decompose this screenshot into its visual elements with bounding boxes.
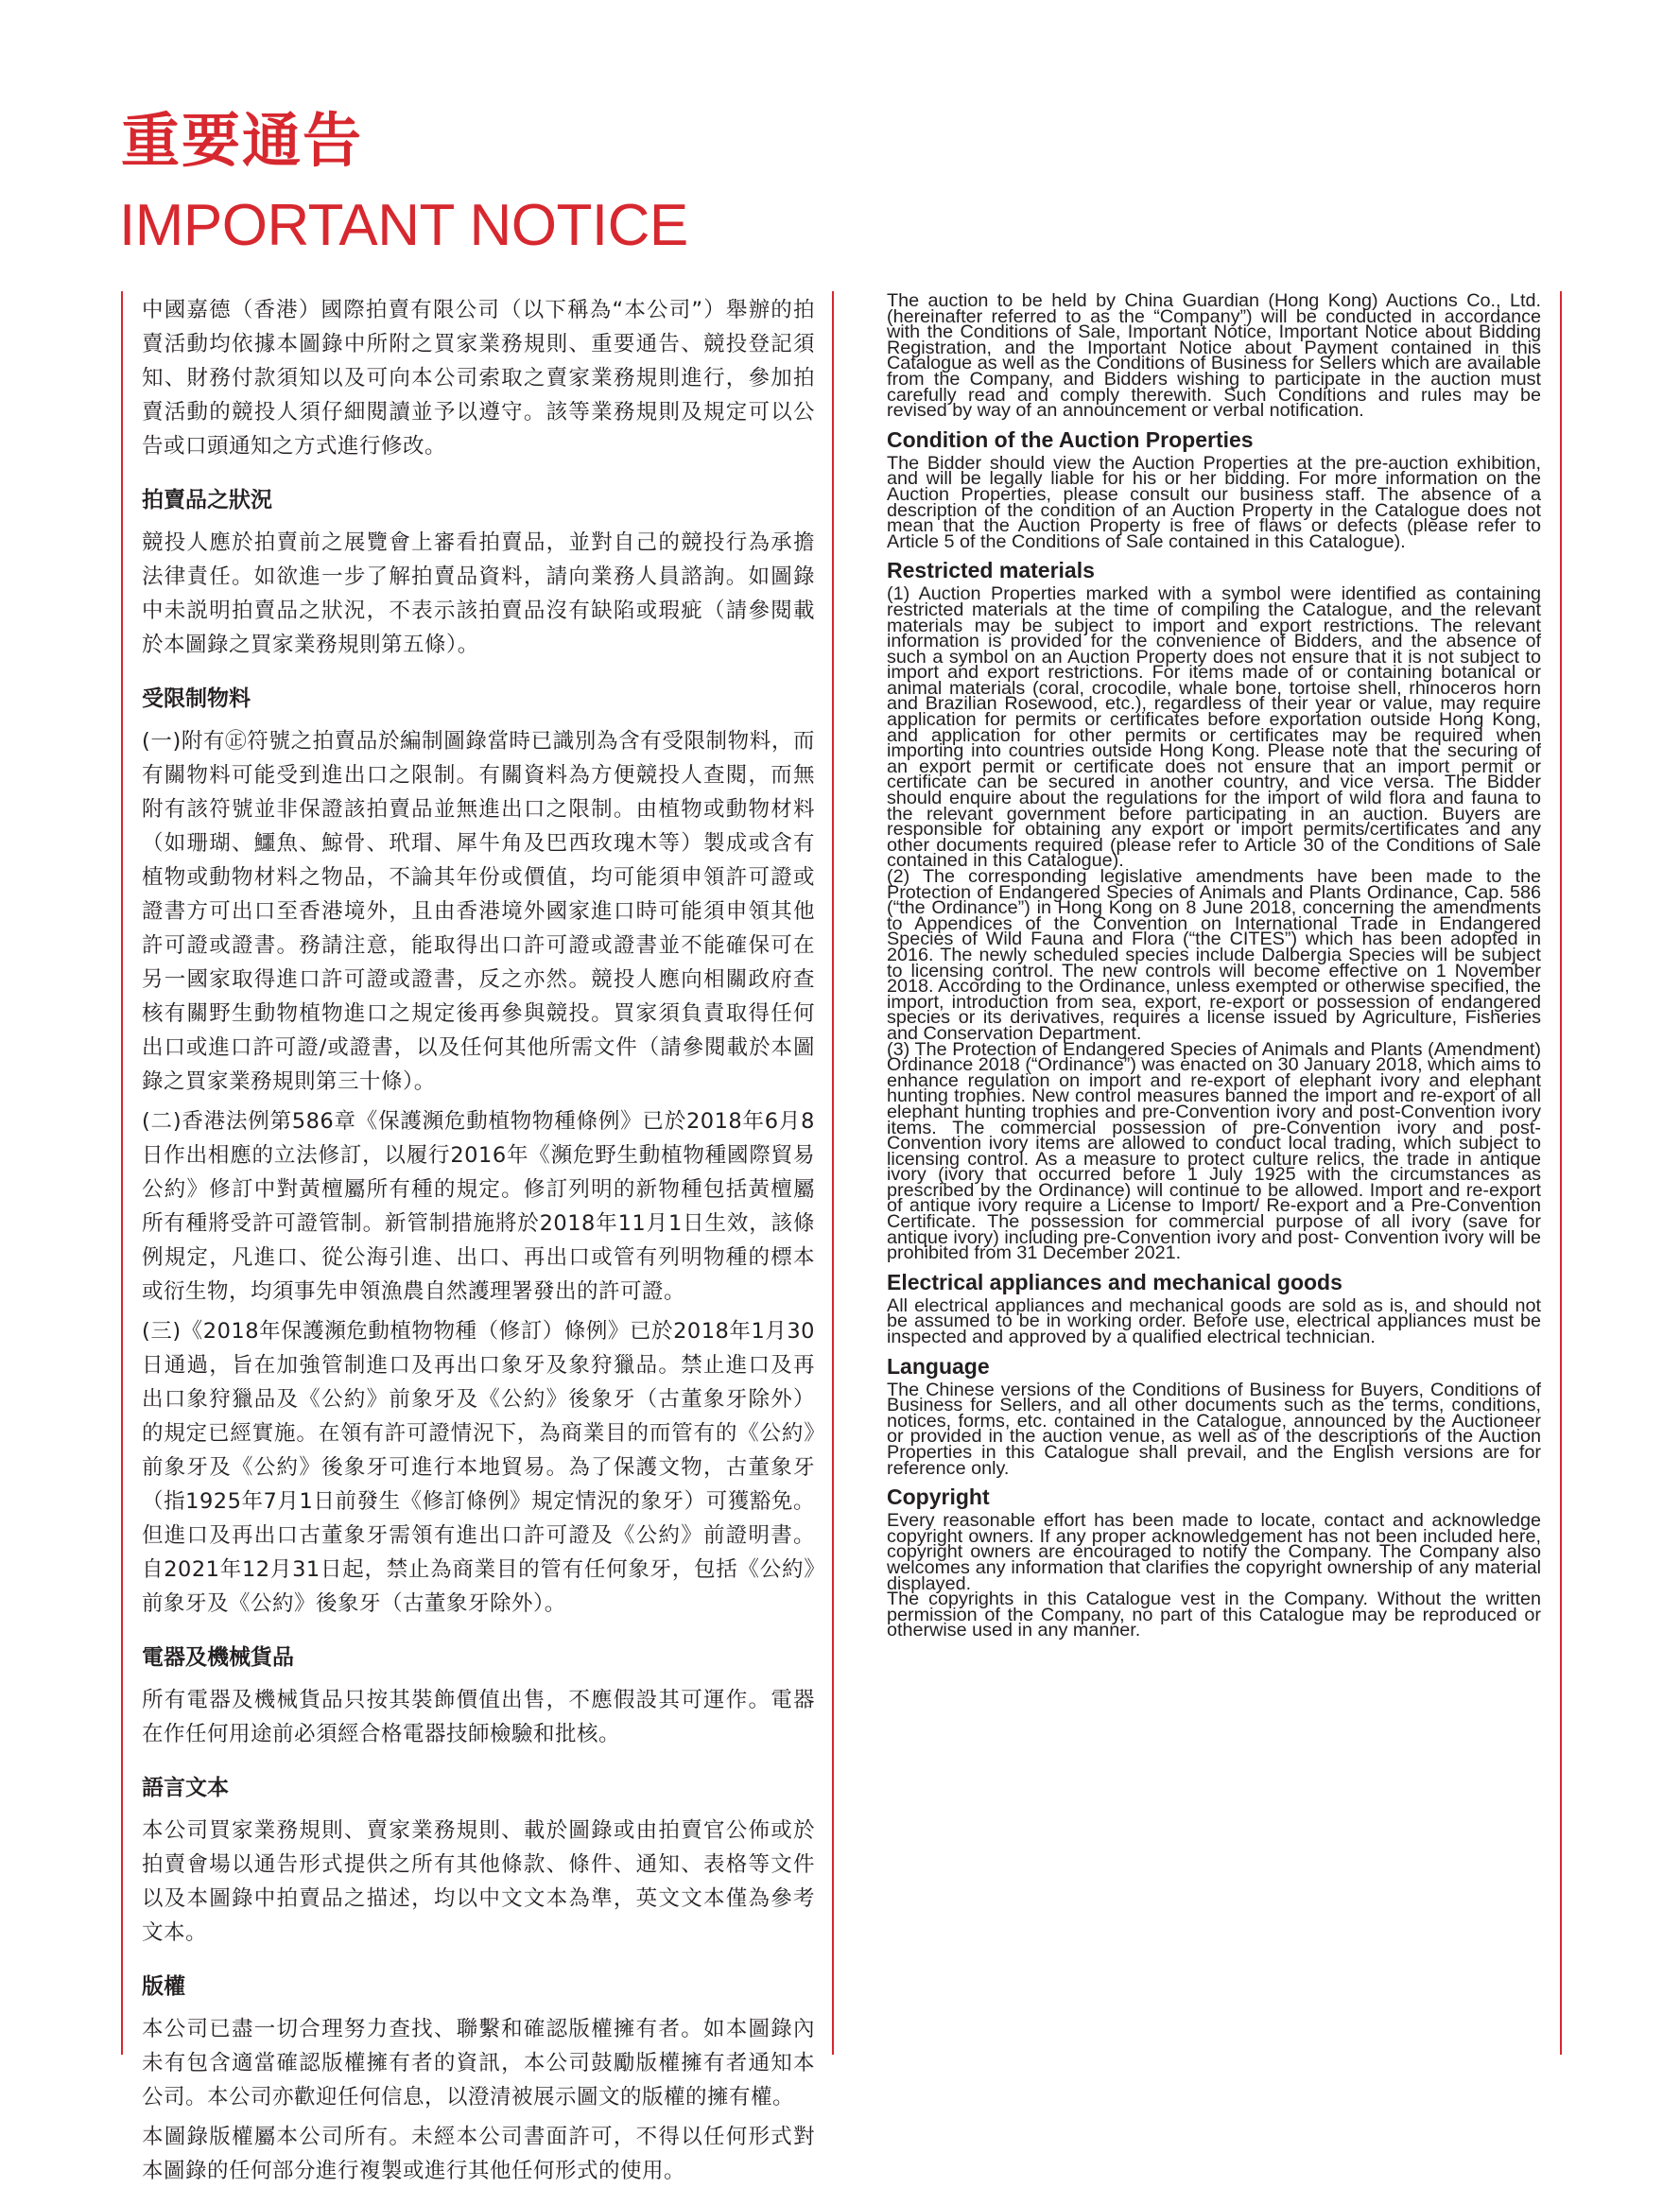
en-electrical-heading: Electrical appliances and mechanical goods <box>887 1269 1342 1294</box>
en-language-paragraph: The Chinese versions of the Conditions of Business for Buyers, Conditions of Business for Sellers, and all other documents such as the terms, conditions, notices, forms, etc. contained in the Catalogue, announced by the Auctioneer or provided in the auction venue, as well as of the descriptions of the Auction Properties in this Catalogue shall prevail, and the English versions are for reference only. <box>887 1379 1541 1479</box>
page-title-zh: 重要通告 <box>121 106 364 175</box>
zh-restricted-paragraph-1: (一)附有㊣符號之拍賣品於編制圖錄當時已識別為含有受限制物料，而有關物料可能受到進出口之限制。有關資料為方便競投人查閱，而無附有該符號並非保證該拍賣品並無進出口之限制。由植物或動物材料（如珊瑚、鱷魚、鯨骨、玳瑁、犀牛角及巴西玫瑰木等）製成或含有植物或動物材料之物品，不論其年份或價值，均可能須申領許可證或證書方可出口至香港境外，且由香港境外國家進口時可能須申領其他許可證或證書。務請注意，能取得出口許可證或證書並不能確保可在另一國家取得進口許可證或證書，反之亦然。競投人應向相關政府查核有關野生動物植物進口之規定後再參與競投。買家須負責取得任何出口或進口許可證/或證書，以及任何其他所需文件（請參閱載於本圖錄之買家業務規則第三十條）。 <box>142 729 815 1094</box>
zh-electrical-paragraph: 所有電器及機械貨品只按其裝飾價值出售，不應假設其可運作。電器在作任何用途前必須經合格電器技師檢驗和批核。 <box>142 1688 815 1746</box>
en-copyright-heading: Copyright <box>887 1485 990 1510</box>
en-copyright-paragraph-2: The copyrights in this Catalogue vest in the Company. Without the written permission of the Company, no part of this Catalogue may be reproduced or otherwise used in any manner. <box>887 1589 1541 1641</box>
zh-language-paragraph: 本公司買家業務規則、賣家業務規則、載於圖錄或由拍賣官公佈或於拍賣會場以通告形式提供之所有其他條款、條件、通知、表格等文件以及本圖錄中拍賣品之描述，均以中文文本為準，英文文本僅為參考文本。 <box>142 1818 815 1945</box>
zh-copyright-paragraph-1: 本公司已盡一切合理努力查找、聯繫和確認版權擁有者。如本圖錄內未有包含適當確認版權擁有者的資訊，本公司鼓勵版權擁有者通知本公司。本公司亦歡迎任何信息，以澄清被展示圖文的版權的擁有權。 <box>142 2017 815 2110</box>
en-condition-paragraph: The Bidder should view the Auction Properties at the pre-auction exhibition, and will be legally liable for his or her bidding. For more information on the Auction Properties, please consult our business staff. The absence of a description of the condition of an Auction Property in the Catalogue does not mean that the Auction Property is free of flaws or defects (please refer to Article 5 of the Conditions of Sale contained in this Catalogue). <box>887 452 1541 552</box>
zh-copyright-paragraph-2: 本圖錄版權屬本公司所有。未經本公司書面許可，不得以任何形式對本圖錄的任何部分進行複製或進行其他任何形式的使用。 <box>142 2125 815 2183</box>
column-divider-left <box>121 291 123 2055</box>
en-electrical-paragraph: All electrical appliances and mechanical goods are sold as is, and should not be assumed to be in working order. Before use, electrical appliances must be inspected and approved by a qualified electrical technician. <box>887 1294 1541 1348</box>
zh-copyright-heading: 版權 <box>142 1974 185 1999</box>
en-copyright-paragraph-1: Every reasonable effort has been made to locate, contact and acknowledge copyright owners. If any proper acknowledgement has not been included here, copyright owners are encouraged to notify the Company. The Company also welcomes any information that clarifies the copyright ownership of any material displayed. <box>887 1510 1541 1594</box>
zh-restricted-paragraph-3: (三)《2018年保護瀕危動植物物種（修訂）條例》已於2018年1月30日通過，旨在加強管制進口及再出口象牙及象狩獵品。禁止進口及再出口象狩獵品及《公約》前象牙及《公約》後象牙（古董象牙除外）的規定已經實施。在領有許可證情況下，為商業目的而管有的《公約》前象牙及《公約》後象牙可進行本地貿易。為了保護文物，古董象牙（指1925年7月1日前發生《修訂條例》規定情況的象牙）可獲豁免。但進口及再出口古董象牙需領有進出口許可證及《公約》前證明書。自2021年12月31日起，禁止為商業目的管有任何象牙，包括《公約》前象牙及《公約》後象牙（古董象牙除外）。 <box>142 1319 815 1616</box>
column-divider-middle <box>832 291 834 2055</box>
zh-restricted-paragraph-2: (二)香港法例第586章《保護瀕危動植物物種條例》已於2018年6月8日作出相應的立法修訂，以履行2016年《瀕危野生動植物種國際貿易公約》修訂中對黃檀屬所有種的規定。修訂列明的新物種包括黃檀屬所有種將受許可證管制。新管制措施將於2018年11月1日生效，該條例規定，凡進口、從公海引進、出口、再出口或管有列明物種的標本或衍生物，均須事先申領漁農自然護理署發出的許可證。 <box>142 1109 815 1304</box>
zh-condition-heading: 拍賣品之狀況 <box>142 488 272 512</box>
en-condition-heading: Condition of the Auction Properties <box>887 426 1254 452</box>
en-intro-paragraph: The auction to be held by China Guardian (Hong Kong) Auctions Co., Ltd. (hereinafter referred to as the “Company”) will be conducted in accordance with the Conditions of Sale, Important Notice, Important Notice about Bidding Registration, and the Important Notice about Payment contained in this Catalogue as well as the Conditions of Business for Sellers which are available from the Company, and Bidders wishing to participate in the auction must carefully read and comply therewith. Such Conditions and rules may be revised by way of an announcement or verbal notification. <box>887 290 1541 422</box>
zh-condition-paragraph: 競投人應於拍賣前之展覽會上審看拍賣品，並對自己的競投行為承擔法律責任。如欲進一步了解拍賣品資料，請向業務人員諮詢。如圖錄中未説明拍賣品之狀況，不表示該拍賣品沒有缺陷或瑕疵（請參閱載於本圖錄之買家業務規則第五條）。 <box>142 530 815 657</box>
chinese-column <box>142 293 815 2183</box>
page-title-en: IMPORTANT NOTICE <box>119 193 688 258</box>
column-divider-right <box>1560 291 1562 2055</box>
en-restricted-heading: Restricted materials <box>887 558 1095 583</box>
en-restricted-paragraph-1: (1) Auction Properties marked with a symbol were identified as containing restricted materials at the time of compiling the Catalogue, and the relevant materials may be subject to import and export restrictions. The relevant information is provided for the convenience of Bidders, and the absence of such a symbol on an Auction Property does not ensure that it is not subject to import and export restrictions. For items made of or containing botanical or animal materials (coral, crocodile, whale bone, tortoise shell, rhinoceros horn and Brazilian Rosewood, etc.), regardless of their year or value, may require application for permits or certificates before exportation outside Hong Kong, and application for other permits or certificates may be required when importing into countries outside Hong Kong. Please note that the securing of an export permit or certificate does not ensure that an import permit or certificate can be secured in another country, and vice versa. The Bidder should enquire about the regulations for the import of wild flora and fauna to the relevant government before participating in an auction. Buyers are responsible for obtaining any export or import permits/certificates and any other documents required (please refer to Article 30 of the Conditions of Sale contained in this Catalogue). <box>887 583 1541 872</box>
zh-electrical-heading: 電器及機械貨品 <box>142 1645 294 1670</box>
en-restricted-paragraph-2: (2) The corresponding legislative amendments have been made to the Protection of Endangered Species of Animals and Plants Ordinance, Cap. 586 (“the Ordinance”) in Hong Kong on 8 June 2018, concerning the amendments to Appendices of the Convention on International Trade in Endangered Species of Wild Fauna and Flora (“the CITES”) which has been adopted in 2016. The newly scheduled species include Dalbergia Species will be subject to licensing control. The new controls will become effective on 1 November 2018. According to the Ordinance, unless exempted or otherwise specified, the import, introduction from sea, export, re-export or possession of endangered species or its derivatives, requires a license issued by Agriculture, Fisheries and Conservation Department. <box>887 866 1541 1044</box>
zh-language-heading: 語言文本 <box>142 1776 229 1800</box>
en-restricted-paragraph-3: (3) The Protection of Endangered Species of Animals and Plants (Amendment) Ordinance 2018 (“Ordinance”) was enacted on 30 January 2018, which aims to enhance regulation on import and re-export of elephant ivory and elephant hunting trophies. New control measures banned the import and re-export of all elephant hunting trophies and pre-Convention ivory and post-Convention ivory items. The commercial possession of pre-Convention ivory and post-Convention ivory items are allowed to conduct local trading, which subject to licensing control. As a measure to protect culture relics, the trade in antique ivory (ivory that occurred before 1 July 1925 with the circumstances as prescribed by the Ordinance) will continue to be allowed. Import and re-export of antique ivory require a License to Import/ Re-export and a Pre-Convention Certificate. The possession for commercial purpose of all ivory (save for antique ivory) including pre-Convention ivory and post- Convention ivory will be prohibited from 31 December 2021. <box>887 1038 1541 1264</box>
zh-intro-paragraph: 中國嘉德（香港）國際拍賣有限公司（以下稱為“本公司”）舉辦的拍賣活動均依據本圖錄中所附之買家業務規則、重要通告、競投登記須知、財務付款須知以及可向本公司索取之賣家業務規則進行，參加拍賣活動的競投人須仔細閱讀並予以遵守。該等業務規則及規定可以公告或口頭通知之方式進行修改。 <box>142 298 815 459</box>
en-language-heading: Language <box>887 1353 990 1379</box>
english-column <box>887 290 1541 2071</box>
zh-restricted-heading: 受限制物料 <box>142 686 251 711</box>
